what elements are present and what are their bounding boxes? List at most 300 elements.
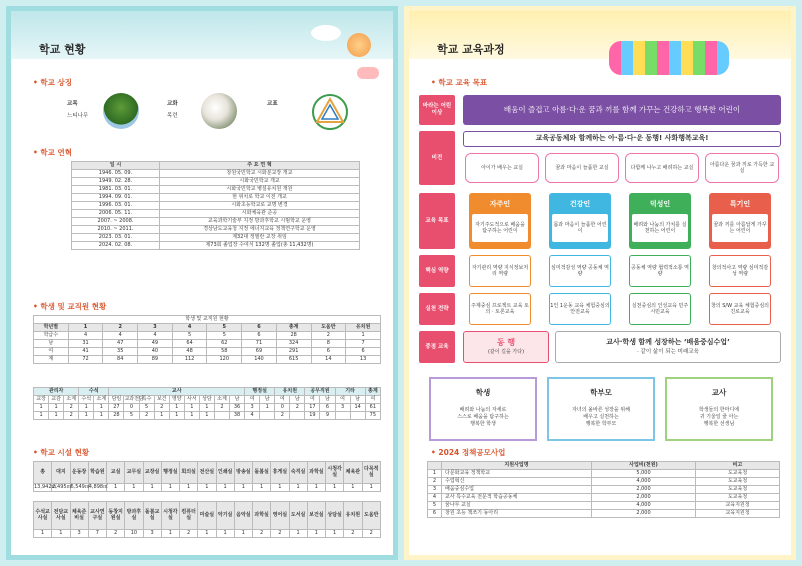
staff-sub-header: 여 <box>365 396 380 404</box>
facility-cell: 1 <box>326 484 344 492</box>
policy-cell: 3 <box>428 486 442 494</box>
staff-cell: 2 <box>64 404 79 412</box>
policy-cell: 5 <box>428 502 442 510</box>
facility-cell: 1 <box>234 530 252 538</box>
focus-side-label: 중점 교육 <box>419 331 455 363</box>
student-cell: 140 <box>242 356 277 364</box>
facility-cell: 10 <box>125 530 143 538</box>
facility-cell: 7 <box>88 530 106 538</box>
edugoal-name: 덕성인 <box>649 200 671 208</box>
student-cell: 28 <box>276 332 311 340</box>
staff-group-header: 기타 <box>335 388 365 396</box>
policy-cell: 2,000 <box>592 494 696 502</box>
policy-cell: 다문화교육 정책학교 <box>442 470 592 478</box>
vision-item: 다함께 나누고 배려하는 교실 <box>625 153 699 183</box>
staff-group-header: 관리자 <box>34 388 79 396</box>
staff-sub-header: 소계 <box>64 396 79 404</box>
facility-header: 도서실 <box>289 502 307 530</box>
facility-header: 운동장 <box>70 462 88 484</box>
student-cell: 112 <box>172 356 207 364</box>
facility-header: 체육준비실 <box>70 502 88 530</box>
history-date: 1996. 03. 01. <box>72 202 160 210</box>
symbols-heading: • 학교 상징 <box>33 77 72 88</box>
staff-group-header: 교사 <box>109 388 245 396</box>
core-item: 심미적감성 역량 공동체 역량 <box>549 255 611 287</box>
staff-sub-header: 교감 <box>49 396 64 404</box>
facility-cell: 1 <box>271 484 289 492</box>
facility-header: 음악실 <box>234 502 252 530</box>
facility-header: 돌봄교실 <box>143 502 161 530</box>
facility-header: 방송실 <box>234 462 252 484</box>
student-cell: 4 <box>103 332 138 340</box>
core-item: 자기관리 역량 지식정보처리 역량 <box>469 255 531 287</box>
history-row <box>72 170 360 178</box>
stakeholder-card <box>547 377 655 441</box>
history-col-date: 일 시 <box>72 162 160 170</box>
student-cell: 64 <box>172 340 207 348</box>
student-cell: 8 <box>311 340 346 348</box>
staff-cell: 2 <box>139 412 154 420</box>
facility-header: 유치원 <box>344 502 362 530</box>
student-cell: 6 <box>346 348 381 356</box>
staff-cell: 1 <box>34 404 49 412</box>
student-row <box>34 356 381 364</box>
history-row <box>72 202 360 210</box>
history-date: 2023. 03. 01. <box>72 234 160 242</box>
left-page-title: 학교 현황 <box>39 43 86 56</box>
history-date: 2010. ~ 2011. <box>72 226 160 234</box>
student-cell: 58 <box>207 348 242 356</box>
staff-cell: 3 <box>245 404 260 412</box>
symbol-tree-label: 교목 <box>67 101 78 107</box>
history-row <box>72 178 360 186</box>
facility-header: 숙직실 <box>289 462 307 484</box>
focus-left-title: 동 행 <box>496 338 516 347</box>
student-cell: 35 <box>103 348 138 356</box>
history-row <box>72 186 360 194</box>
policy-col-header: 비고 <box>696 462 780 470</box>
policy-cell: 도교육청 <box>696 494 780 502</box>
staff-cell: 0 <box>124 404 139 412</box>
staff-table <box>33 387 381 420</box>
policy-row <box>428 494 780 502</box>
facility-cell: 1 <box>216 530 234 538</box>
facility-header: 행정실 <box>161 462 179 484</box>
policy-col-header <box>428 462 442 470</box>
vision-item: 아이가 배우는 교실 <box>465 153 539 183</box>
facility-cell: 1 <box>362 484 381 492</box>
staff-sub-header: 남 <box>290 396 305 404</box>
facility-cell: 1 <box>289 484 307 492</box>
staff-sub-header: 사서 <box>184 396 199 404</box>
student-col-header: 1 <box>68 324 103 332</box>
staff-sub-header: 교과전담 <box>124 396 144 402</box>
policy-cell: 배움중심수업 <box>442 486 592 494</box>
student-row <box>34 340 381 348</box>
student-col-header: 3 <box>138 324 173 332</box>
symbol-flower <box>167 99 178 119</box>
practice-item: 실천중심의 인성교육 민주시민교육 <box>629 293 691 325</box>
facility-header: 교실 <box>107 462 125 484</box>
practice-item: 창의 S/W 교육 체험중심의 진로교육 <box>709 293 771 325</box>
history-date: 1994. 09. 01. <box>72 194 160 202</box>
student-cell: 31 <box>68 340 103 348</box>
policy-cell: 2,000 <box>592 510 696 518</box>
focus-main-text: 교사·학생 함께 성장하는 ‘배움중심수업’ <box>606 338 730 346</box>
student-cell: 7 <box>346 340 381 348</box>
facility-header: 회의실 <box>180 462 198 484</box>
history-row <box>72 234 360 242</box>
policy-cell: 교육지원청 <box>696 502 780 510</box>
core-item: 공동체 역량 협력적소통 역량 <box>629 255 691 287</box>
policy-cell: 4 <box>428 494 442 502</box>
facility-header: 돌봄실 <box>253 462 271 484</box>
stakeholder-desc-line: 행복한 선생님 <box>703 421 735 427</box>
policy-cell: 교육지원청 <box>696 510 780 518</box>
facility-header: 교사연구실 <box>88 502 106 530</box>
history-event: 시화국민학교 개교 <box>160 178 360 186</box>
policy-row <box>428 478 780 486</box>
edugoal-desc: 자기주도적으로 배움을 탐구하는 어린이 <box>471 213 529 243</box>
facility-header: 시청각실 <box>161 502 179 530</box>
history-event: 시화체육관 준공 <box>160 210 360 218</box>
staff-group-header: 총계 <box>365 388 380 396</box>
history-heading: • 학교 연혁 <box>33 147 72 158</box>
staff-cell <box>335 412 350 420</box>
facility-header: 미술실 <box>198 502 216 530</box>
student-cell: 324 <box>276 340 311 348</box>
staff-cell: 4 <box>245 412 260 420</box>
practice-item: 1인 1운동 교육 체험중심의 안전교육 <box>549 293 611 325</box>
student-cell: 48 <box>172 348 207 356</box>
facility-table-2 <box>33 501 381 538</box>
staff-cell: 27 <box>109 404 124 412</box>
kid-decoration <box>357 67 379 79</box>
staff-group-header: 행정실 <box>245 388 275 396</box>
symbol-emblem <box>267 99 278 111</box>
children-group-illustration <box>609 41 729 75</box>
student-cell: 291 <box>276 348 311 356</box>
policy-cell: 6 <box>428 510 442 518</box>
staff-cell: 5 <box>124 412 139 420</box>
focus-left-sub: (같이 길을 가다) <box>487 349 525 355</box>
policy-row <box>428 510 780 518</box>
facility-heading: • 학교 시설 현황 <box>33 447 89 458</box>
staff-cell: 38 <box>230 412 245 420</box>
focus-left-box <box>463 331 549 363</box>
student-cell: 41 <box>68 348 103 356</box>
zelkova-tree-image <box>103 93 139 129</box>
student-col-header: 학년별 <box>34 324 69 332</box>
staff-sub-header: 교장 <box>34 396 49 404</box>
facility-cell: 2,495㎡ <box>52 484 72 490</box>
staff-cell: 2 <box>290 404 305 412</box>
staff-cell: 1 <box>94 412 109 420</box>
staff-sub-header: 여 <box>245 396 260 404</box>
edugoal-name: 건강인 <box>569 200 591 208</box>
student-cell: 남 <box>34 340 69 348</box>
staff-cell: 14 <box>350 404 365 412</box>
student-cell: 89 <box>138 356 173 364</box>
history-event: 경상남도교육청 지정 에너지교육 정책연구학교 운영 <box>160 226 360 234</box>
student-cell: 40 <box>138 348 173 356</box>
right-page-title: 학교 교육과정 <box>437 43 505 56</box>
student-cell: 69 <box>242 348 277 356</box>
facility-cell: 3 <box>143 530 161 538</box>
facility-cell: 1 <box>253 484 271 492</box>
staff-cell <box>214 412 229 420</box>
staff-sub-header: 여 <box>335 396 350 404</box>
facility-cell: 1 <box>234 484 252 492</box>
facility-header: 과학실 <box>253 502 271 530</box>
student-col-header: 2 <box>103 324 138 332</box>
policy-cell: 수업혁신 <box>442 478 592 486</box>
policy-cell: 2 <box>428 478 442 486</box>
staff-cell <box>350 412 365 420</box>
vision-item: 아름다운 꿈과 끼로 가득한 교실 <box>705 153 779 183</box>
practice-side-label: 실천 전략 <box>419 293 455 325</box>
student-cell: 6 <box>242 332 277 340</box>
focus-main-box <box>555 331 781 363</box>
facility-header: 영어실 <box>271 502 289 530</box>
facility-cell: 1 <box>180 484 198 492</box>
goal-heading: • 학교 교육 목표 <box>431 77 487 88</box>
student-cell: 학급수 <box>34 332 69 340</box>
core-item: 창의적사고 역량 심미적감성 역량 <box>709 255 771 287</box>
staff-cell: 6 <box>320 404 335 412</box>
staff-cell: 28 <box>109 412 124 420</box>
facility-header: 상담실 <box>326 502 344 530</box>
student-cell: 62 <box>207 340 242 348</box>
history-date: 2007. ~ 2008. <box>72 218 160 226</box>
stakeholder-desc-line: 스스로 배움을 탐구하는 <box>457 414 509 420</box>
symbol-tree <box>67 99 88 119</box>
staff-cell: 1 <box>79 404 94 412</box>
staff-cell: 1 <box>199 404 214 412</box>
facility-cell: 3 <box>70 530 88 538</box>
facility-cell: 2 <box>107 530 125 538</box>
facility-cell: 1 <box>307 484 325 492</box>
staff-cell: 1 <box>94 404 109 412</box>
facility-cell: 1 <box>125 484 143 492</box>
stakeholder-card <box>665 377 773 441</box>
stakeholder-card <box>429 377 537 441</box>
student-col-header: 총계 <box>276 324 311 332</box>
facility-cell: 2 <box>344 530 362 538</box>
vision-banner: 교육공동체와 함께하는 아·름·다·운 동행! 사화행복교육! <box>463 131 781 147</box>
facility-header: 시청각실 <box>326 462 344 484</box>
facility-cell: 2 <box>253 530 271 538</box>
facility-header: 동창지원실 <box>107 502 125 530</box>
staff-cell: 2 <box>275 412 290 420</box>
facility-header: 수석교사실 <box>34 502 52 530</box>
student-cell: 여 <box>34 348 69 356</box>
staff-sub-header: 여 <box>275 396 290 404</box>
staff-cell: 36 <box>230 404 245 412</box>
stakeholder-desc-line: 행복한 학생 <box>470 421 496 427</box>
facility-header: 휴게실 <box>271 462 289 484</box>
student-cell: 72 <box>68 356 103 364</box>
staff-sub-header: 여 <box>305 396 320 404</box>
student-col-header: 도움반 <box>311 324 346 332</box>
student-cell: 4 <box>138 332 173 340</box>
staff-sub-header: 소계 <box>94 396 109 404</box>
stakeholder-desc-line: 배우고 실천하는 <box>583 414 619 420</box>
facility-cell: 13,942㎡ <box>34 484 57 490</box>
student-cell: 계 <box>34 356 69 364</box>
facility-header: 교장실 <box>143 462 161 484</box>
facility-header: 인쇄실 <box>216 462 234 484</box>
history-event: 시화초등학교로 교명 변경 <box>160 202 360 210</box>
staff-cell: 1 <box>79 412 94 420</box>
history-row <box>72 226 360 234</box>
history-event: 창원국민학교 시화분교장 개교 <box>160 170 360 178</box>
facility-cell: 4,898㎡ <box>88 484 109 490</box>
staff-sub-header: 보건 <box>154 396 169 404</box>
facility-cell: 2 <box>180 530 198 538</box>
student-cell: 84 <box>103 356 138 364</box>
history-col-event: 주 요 연 혁 <box>160 162 360 170</box>
policy-cell: 창원 초등 책쓰기 동아리 <box>442 510 592 518</box>
staff-cell: 3 <box>335 404 350 412</box>
policy-row <box>428 486 780 494</box>
staff-cell: 9 <box>320 412 335 420</box>
cloud-decoration <box>311 25 341 41</box>
facility-header: 교무실 <box>125 462 143 484</box>
facility-cell: 2 <box>271 530 289 538</box>
staff-group-header: 공무직원 <box>305 388 335 396</box>
facility-cell: 1 <box>107 484 125 492</box>
staff-cell: 2 <box>214 404 229 412</box>
facility-cell: 1 <box>289 530 307 538</box>
staff-cell: 1 <box>199 412 214 420</box>
staff-cell: 2 <box>154 404 169 412</box>
staff-sub-header: 수석 <box>79 396 94 404</box>
student-cell: 13 <box>346 356 381 364</box>
student-col-header: 4 <box>172 324 207 332</box>
symbol-flower-label: 교화 <box>167 101 178 107</box>
staff-sub-header: 남 <box>320 396 335 404</box>
student-cell: 14 <box>311 356 346 364</box>
staff-cell: 61 <box>365 404 380 412</box>
policy-cell: 도교육청 <box>696 486 780 494</box>
staff-group-header: 유치원 <box>275 388 305 396</box>
student-col-header: 5 <box>207 324 242 332</box>
staff-cell: 75 <box>365 412 380 420</box>
staff-cell: 0 <box>275 404 290 412</box>
staff-cell: 1 <box>169 404 184 412</box>
student-cell: 4 <box>68 332 103 340</box>
student-table <box>33 315 381 364</box>
facility-header: 방과후실 <box>125 502 143 530</box>
student-cell: 120 <box>207 356 242 364</box>
policy-cell: 도교육청 <box>696 478 780 486</box>
facility-header: 대지 <box>52 462 70 484</box>
core-side-label: 핵심 역량 <box>419 255 455 287</box>
goal-banner: 배움이 즐겁고 아름·다·운 꿈과 끼를 함께 가꾸는 건강하고 행복한 어린이 <box>463 95 781 125</box>
policy-cell: 1 <box>428 470 442 478</box>
left-page <box>6 6 398 560</box>
history-event: 시화국민학교 병설유치원 개원 <box>160 186 360 194</box>
facility-cell: 1 <box>161 484 179 492</box>
policy-cell: 꿈나무 교실 <box>442 502 592 510</box>
history-date: 1981. 03. 01. <box>72 186 160 194</box>
facility-cell: 1 <box>34 530 52 538</box>
stakeholder-desc-line: 자녀의 올바른 성장을 위해 <box>572 407 630 413</box>
facility-cell: 1 <box>198 484 216 492</box>
stakeholder-desc-line: 배려와 나눔의 자세로 <box>459 407 507 413</box>
student-cell: 615 <box>276 356 311 364</box>
staff-cell <box>290 412 305 420</box>
staff-cell: 5 <box>139 404 154 412</box>
facility-header: 체육관 <box>344 462 362 484</box>
history-date: 1949. 02. 28. <box>72 178 160 186</box>
policy-cell: 교사 특수교육 전문적 학습공동체 <box>442 494 592 502</box>
right-page <box>404 6 796 560</box>
facility-header: 전산실 <box>198 462 216 484</box>
facility-cell: 1 <box>143 484 161 492</box>
student-col-header: 유치원 <box>346 324 381 332</box>
symbol-flower-value: 목련 <box>167 113 178 119</box>
facility-table-1 <box>33 461 381 492</box>
policy-row <box>428 470 780 478</box>
student-cell: 5 <box>172 332 207 340</box>
policy-row <box>428 502 780 510</box>
policy-cell: 4,000 <box>592 502 696 510</box>
edugoal-side-label: 교육 목표 <box>419 193 455 249</box>
facility-cell: 1 <box>52 530 70 538</box>
facility-header: 총 <box>34 462 52 484</box>
staff-sub-header: 남 <box>230 396 245 404</box>
staff-cell: 1 <box>260 404 275 412</box>
vision-side-label: 비전 <box>419 131 455 185</box>
school-emblem-icon <box>311 93 349 131</box>
stakeholder-desc-line: 귀 기울일 줄 아는 <box>699 414 739 420</box>
edugoal-desc: 꿈과 끼를 아름답게 가꾸는 어린이 <box>711 213 769 243</box>
staff-cell: 17 <box>305 404 320 412</box>
staff-sub-header: 특수 <box>139 396 154 404</box>
policy-cell: 5,000 <box>592 470 696 478</box>
policy-col-header: 사업비(천원) <box>592 462 696 470</box>
facility-header: 컴퓨터실 <box>180 502 198 530</box>
history-date: 1946. 05. 09. <box>72 170 160 178</box>
goal-side-label: 바라는 어린이상 <box>419 95 455 125</box>
history-date: 2006. 05. 11. <box>72 210 160 218</box>
stakeholder-title: 교사 <box>711 388 727 397</box>
symbol-tree-value: 느티나무 <box>67 113 89 119</box>
symbol-emblem-label: 교표 <box>267 101 278 107</box>
facility-header: 보건실 <box>307 502 325 530</box>
facility-header: 도움반 <box>362 502 381 530</box>
staff-cell: 1 <box>49 404 64 412</box>
facility-cell: 1 <box>198 530 216 538</box>
kid-on-rocket-decoration <box>347 33 371 57</box>
student-cell: 71 <box>242 340 277 348</box>
staff-sub-header: 상담 <box>199 396 214 404</box>
staff-cell: 1 <box>154 412 169 420</box>
facility-cell: 1 <box>307 530 325 538</box>
facility-cell: 1 <box>161 530 179 538</box>
facility-header: 과학실 <box>307 462 325 484</box>
policy-cell: 4,000 <box>592 478 696 486</box>
facility-cell: 6,549㎡ <box>70 484 90 490</box>
policy-table <box>427 461 780 518</box>
staff-cell: 2 <box>64 412 79 420</box>
staff-sub-header: 영양 <box>169 396 184 404</box>
staff-cell: 1 <box>169 412 184 420</box>
history-event: 제73회 졸업장 수여식 132명 졸업(총 11,432명) <box>160 242 360 250</box>
facility-cell: 1 <box>326 530 344 538</box>
